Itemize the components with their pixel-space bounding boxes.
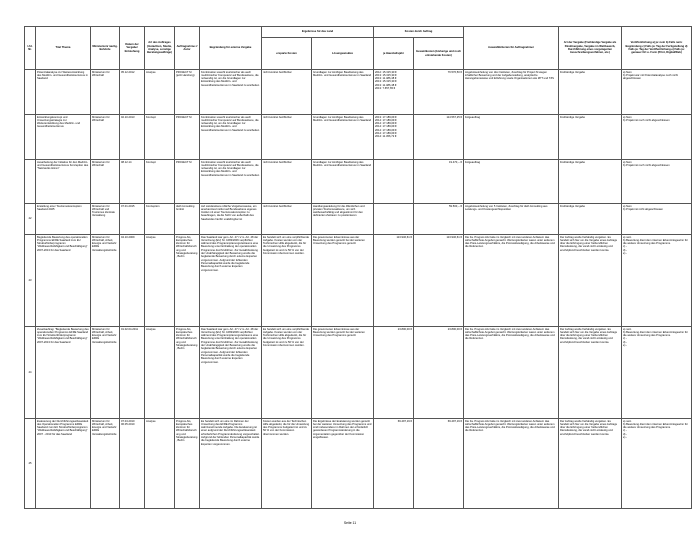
cell-titel: Evaluierung der Durchführungswirksamkeit des Operationellen Programms EFRE Saarland zum EU Strukturförderprogramm "Wettbewerbsfähigkeit und Beschäftigung" 2007 - 2013 für das Saarland bbox=[36, 419, 91, 509]
cell-ersparte-kosten: Es handelt sich um eine verpflichtende Aufgabe. Kosten wurden von der Technischen Hilfe abgedeckt, die für die Umsetzung des Programms budgetiert ist und zu 50 % von der Kommission übernommen wurden. bbox=[262, 235, 312, 327]
cell-haushaltsjahr bbox=[374, 160, 414, 204]
cell-veroeffentlichung: a) Nein b) Projekt war mit Potenzialanalyse noch nicht abgeschlossen bbox=[622, 70, 692, 115]
cell-titel: Ausarbeitung der Initiative für den Medizin- und Gesundheitstourismus Konzeption des "Netzwerks Hören" bbox=[36, 160, 91, 204]
cell-auswahlkriterien: Die Fa. Prognos AG hatte im Vergleich mit zwei anderen Anbietern das wirtschaftlichste Angebot gemacht. Wertungskriterien waren unter anderem das Preis-Leistungsverhältnis, die Prozessbeteiligung, die Arbeitsweise und die Referenzen bbox=[464, 419, 559, 509]
cell-ersparte-kosten: Kosten wurden aus der Technischen Hilfe abgedeckt, die für die Umsetzung des Programms budgetiert ist und zu 50 % von der Kommission übernommen wurden. bbox=[262, 419, 312, 509]
cell-begruendung: Kombination sowohl touristischer als auch medizinischer Kompetenz auf Bundesebene, die notwendig ist, um die Grundlagen zur Entwicklung des Medizin- und Gesundheitstourismus im Saarland zu erarbeiten bbox=[200, 115, 262, 160]
cell-ministerium: Ministerium für Wirtschaft, Arbeit, Energie und Verkehr EFRE Verwaltungsbehörde bbox=[91, 327, 120, 419]
cell-loesungsansaetze: Grundlagen zur künftigen Bearbeitung des Medizin- und Gesundheitstourismus im Saarland bbox=[312, 115, 374, 160]
cell-datum: 07.04.2010 06.05.2010 bbox=[120, 419, 145, 509]
cell-datum: 07.01.2015 bbox=[120, 204, 145, 235]
cell-auftragnehmer: Prognos AG, Europäisches Zentrum für Wirtschaftsforschung und Strategieberatung, Berlin bbox=[175, 235, 200, 327]
cell-gesamtkosten: 113.946,61 € bbox=[414, 235, 464, 327]
row-number bbox=[25, 160, 36, 204]
cell-art: Konzept bbox=[145, 160, 175, 204]
cell-ersparte-kosten: nicht konkret bezifferbar bbox=[262, 115, 312, 160]
table-row bbox=[25, 419, 692, 509]
cell-auftragnehmer: PROJECT M (jetzt Hamburg) bbox=[175, 70, 200, 115]
cell-haushaltsjahr: 113.946,61 € bbox=[374, 235, 414, 327]
cell-begruendung: Kombination sowohl touristischer als auch medizinischer Kompetenz auf Bundesebene, die notwendig ist, um die Grundlagen zur Entwicklung des Medizin- und Gesundheitstourismus im Saarland zu erarbeiten bbox=[200, 70, 262, 115]
cell-auftragnehmer: Prognos AG, Europäisches Zentrum für Wirtschaftsforschung und Strategieberatung, Berlin bbox=[175, 419, 200, 509]
cell-art: Konzeption bbox=[145, 204, 175, 235]
table-body bbox=[25, 70, 692, 509]
header-begruendung: Begründung für externe Vergabe bbox=[200, 27, 262, 70]
cell-begruendung: Kombination sowohl touristischer als auch medizinischer Kompetenz auf Bundesebene, die notwendig ist, um die Grundlagen zur Entwicklung des Medizin- und Gesundheitstourismus im Saarland zu erarbeiten bbox=[200, 160, 262, 204]
cell-haushaltsjahr: 23.800,00 € bbox=[374, 327, 414, 419]
cell-begruendung: Auf Länderebene übliche Vorgehensweise, ein anerkanntes Institut auf Bundesebene eigenes Institut mit einer Tourismuskonzeption zu beauftragen, da die Sicht von außerhalb des Saarlandes hierfür unabdingbar ist bbox=[200, 204, 262, 235]
cell-auftragnehmer: Prognos AG, Europäisches Zentrum für Wirtschaftsforschung und Strategieberatung, Berlin bbox=[175, 327, 200, 419]
table-row bbox=[25, 327, 692, 419]
cell-haushaltsjahr bbox=[374, 204, 414, 235]
cell-haushaltsjahr: 69.497,19 € bbox=[374, 419, 414, 509]
cell-art-vergabe: Freihändige Vergabe bbox=[559, 70, 622, 115]
cell-loesungsansaetze: Grundlagen zur künftigen Bearbeitung des Medizin- und Gesundheitstourismus im Saarland bbox=[312, 160, 374, 204]
cell-auftragnehmer: PROJECT M bbox=[175, 115, 200, 160]
cell-gesamtkosten: 59.500,-- € bbox=[414, 204, 464, 235]
cell-loesungsansaetze: Grundlagen zur künftigen Bearbeitung des Medizin- und Gesundheitstourismus im Saarland bbox=[312, 70, 374, 115]
cell-veroeffentlichung: a) Nein b) Projekt ist nicht abgeschlossen bbox=[622, 204, 692, 235]
row-number: 42 bbox=[25, 204, 36, 235]
cell-loesungsansaetze: Die Ergebnisse der Evaluierung wurden genutzt bei der weiteren Umsetzung des Programms und sind insbesondere im Rahmen der erforderlich gewordenen Programmänderung in die Argumentation gegenüber der Kommission eingeflossen. bbox=[312, 419, 374, 509]
cell-begruendung: Das Saarland war gem. Art. 47 i.V.m. Art. 48 der Verordnung (EU) Nr. 1083/2006 verpflichtet während des Programmplanungszeitraums eine Bewertung unter Einhaltung der operationellen Programme durchzuführen. Zur Gewährleistung der Unabhängigkeit der Bewertung wurde die begleitende Bewertung durch externe Experten vorgenommen. Aufgrund der fehlenden Personalkapazität wurde die begleitende Bewertung durch externe Experten vorgenommen. bbox=[200, 235, 262, 327]
cell-haushaltsjahr: 2012: 15.315,30 € 2013: 15.315,30 € 2013: 11.486,48 € 2013: 15.315,30 € 2013: 11.486,48 € 2013: 7.657,65 € bbox=[374, 70, 414, 115]
header-kosten: Kosten durch Auftrag bbox=[374, 27, 464, 38]
cell-auftragnehmer: PROJECT M bbox=[175, 160, 200, 204]
cell-datum: 01.02.04.2011 bbox=[120, 327, 145, 419]
cell-haushaltsjahr: 2013: 17.189,09 € 2014: 17.189,09 € 2014: 17.189,09 € 2014: 17.189,09 € 2014: 17.189,09 € 2014: 17.189,09 € 2014: 11.456,72 € bbox=[374, 115, 414, 160]
header-art-vergabe: Art der Vergabe (Freihändige Vergabe als Direktvergabe, Vergabe im Wettbewerb, Durchführung eines vorgelagerten Ausschreibungsverfahren, etc.) bbox=[559, 27, 622, 70]
row-number: 44 bbox=[25, 327, 36, 419]
cell-auswahlkriterien: Die Fa. Prognos AG hatte im Vergleich mit zwei anderen Anbietern das wirtschaftlichste Angebot gemacht. Wertungskriterien waren unter anderem das Preis-Leistungsverhältnis, die Prozessbeteiligung, die Arbeitsweise und die Referenzen bbox=[464, 235, 559, 327]
header-gesamtkosten: Gesamtkosten (bisherige und noch entstehende Kosten) bbox=[414, 38, 464, 70]
header-ministerium: Ministerium/ nachg. Behörde bbox=[91, 27, 120, 70]
cell-art: Analyse bbox=[145, 327, 175, 419]
table-row bbox=[25, 235, 692, 327]
header-auswahlkriterien: Auswahlkriterien für Auftragnehmer bbox=[464, 27, 559, 70]
row-number: 45 bbox=[25, 419, 36, 509]
cell-datum: 04.10.2009 bbox=[120, 235, 145, 327]
cell-loesungsansaetze: Die gewonnenen Erkenntnisse aus der Bewertung wurden genutzt bei der weiteren Umsetzung des Programms genutzt bbox=[312, 235, 374, 327]
cell-veroeffentlichung: a) nein b) Bewertung dient dem internen Erkenntnisgewinn für die weitere Umsetzung des Programms. c) - d) - e) - bbox=[622, 235, 692, 327]
cell-art: Analyse bbox=[145, 419, 175, 509]
cell-datum: 05.12.2012 bbox=[120, 70, 145, 115]
row-number bbox=[25, 70, 36, 115]
cell-art-vergabe: Freihändige Vergabe bbox=[559, 115, 622, 160]
cell-titel: Zusatzauftrag: "Begleitende Bewertung des operationellen Programms EFRE Saarland zum EU Strukturförderprogramm "Wettbewerbsfähigkeit und Beschäftigung" 2007-2013 für das Saarland bbox=[36, 327, 91, 419]
cell-art-vergabe: Der Auftrag wurde freihändig vergeben. Es handelt sich hier um die Vergabe eines Auftrags über die Erbringung einer freiberuflichen Dienstleistung, die vorab nicht eindeutig und erschöpfend beschrieben werden konnte. bbox=[559, 419, 622, 509]
cell-titel: Erstellung einer Tourismuskonzeption Saarland 2025 bbox=[36, 204, 91, 235]
cell-gesamtkosten: 19.470,-- € bbox=[414, 160, 464, 204]
cell-veroeffentlichung: a) nein b) Bewertung dient dem internen Erkenntnisgewinn für die weitere Umsetzung des Programms. c) - d) - e) - bbox=[622, 419, 692, 509]
cell-titel: Begleitende Bewertung des operationellen Programms EFRE Saarland zum EU Strukturförderprogramm "Wettbewerbsfähigkeit und Beschäftigung" 2007-2013 für das Saarland bbox=[36, 235, 91, 327]
cell-titel: Potenzialanalyse zur Weiterentwicklung des Medizin- und Gesundheitstourismus in Saarland bbox=[36, 70, 91, 115]
cell-titel: Entwicklungskonzept und Umsetzungsstrategie zur Weiterentwicklung des Medizin- und Gesundheitstourismus bbox=[36, 115, 91, 160]
cell-gesamtkosten: 23.800,00 € bbox=[414, 327, 464, 419]
cell-art-vergabe: Der Auftrag wurde freihändig vergeben. Es handelt sich hier um die Vergabe eines Auftrags über die Erbringung einer freiberuflichen Dienstleistung, die vorab nicht eindeutig und erschöpfend beschrieben werden konnte. bbox=[559, 327, 622, 419]
cell-ministerium: Ministerium für Wirtschaft bbox=[91, 115, 120, 160]
header-loesungsansaetze: Lösungsansätze bbox=[312, 38, 374, 70]
cell-veroeffentlichung: a) Nein b) Projekt ist noch nicht abgeschlossen bbox=[622, 115, 692, 160]
table-row bbox=[25, 115, 692, 160]
cell-auswahlkriterien: Folgeauftrag bbox=[464, 160, 559, 204]
cell-veroeffentlichung: a) Nein b) Projekt ist noch nicht abgeschlossen bbox=[622, 160, 692, 204]
cell-ersparte-kosten: Es handelt sich um eine verpflichtende Aufgabe. Kosten wurden von der Technischen Hilfe abgedeckt, die für die Umsetzung des Programms budgetiert ist und zu 50 % von der Kommission übernommen wurden. bbox=[262, 327, 312, 419]
header-haushaltsjahr: je Haushaltsjahr bbox=[374, 38, 414, 70]
cell-ministerium: Ministerium für Wirtschaft und Tourismus Zentrale Verwaltung bbox=[91, 204, 120, 235]
table-row bbox=[25, 204, 692, 235]
row-number: 43 bbox=[25, 235, 36, 327]
cell-gesamtkosten: 69.497,19 € bbox=[414, 419, 464, 509]
cell-datum: 02.10.2013 bbox=[120, 115, 145, 160]
cell-auswahlkriterien: Die Fa. Prognos AG hatte im Vergleich mit zwei anderen Anbietern das wirtschaftlichste Angebot gemacht. Wertungskriterien waren unter anderem das Preis-Leistungsverhältnis, die Prozessbeteiligung, die Arbeitsweise und die Referenzen bbox=[464, 327, 559, 419]
header-auftragnehmer: Auftragnehme r/ Autor bbox=[175, 27, 200, 70]
cell-auftragnehmer: dwif-Consulting GmbH bbox=[175, 204, 200, 235]
cell-begruendung: Das Saarland war gem. Art. 47 i.V.m. Art. 48 der Verordnung (EU) Nr. 1083/2006 verpflichtet während des Programmplanungszeitraums eine Bewertung unter Einhaltung der operationellen Programme durchzuführen. Zur Gewährleistung der Unabhängigkeit der Bewertung wurde die begleitende Bewertung durch externe Experten vorgenommen. Aufgrund der fehlenden Personalkapazität wurde die begleitende Bewertung durch externe Experten vorgenommen. bbox=[200, 327, 262, 419]
cell-ersparte-kosten: nicht konkret bezifferbar bbox=[262, 70, 312, 115]
row-number bbox=[25, 115, 36, 160]
cell-art: Konzept bbox=[145, 115, 175, 160]
cell-art-vergabe: Freihändige Vergabe bbox=[559, 160, 622, 204]
cell-ministerium: Ministerium für Wirtschaft, Arbeit, Energie und Verkehr EFRE Verwaltungsbehörde bbox=[91, 235, 120, 327]
cell-auswahlkriterien: Folgeauftrag bbox=[464, 115, 559, 160]
contracts-table bbox=[24, 26, 692, 509]
cell-art: Analyse bbox=[145, 70, 175, 115]
cell-art-vergabe: Der Auftrag wurde freihändig vergeben. Es handelt sich hier um die Vergabe eines Auftrags über die Erbringung einer freiberuflichen Dienstleistung, die vorab nicht eindeutig und erschöpfend beschrieben werden konnte. bbox=[559, 235, 622, 327]
cell-ersparte-kosten: nicht konkret bezifferbar bbox=[262, 204, 312, 235]
header-ersparte-kosten: ersparte Kosten bbox=[262, 38, 312, 70]
header-titel: Titel Thema bbox=[36, 27, 91, 70]
header-lfd-nr: Lfd. Nr. bbox=[25, 27, 36, 70]
cell-loesungsansaetze: Handlungsanleitung für die öffentlichen und privaten Tourismusakteure, um sich wettbewerbsfähig und abgestimmt für den definierten Zeitraum zu positionieren bbox=[312, 204, 374, 235]
cell-ersparte-kosten: nicht konkret bezifferbar bbox=[262, 160, 312, 204]
page-footer: Seite 11 bbox=[343, 521, 357, 525]
cell-art-vergabe: Freihändige Vergabe bbox=[559, 204, 622, 235]
cell-veroeffentlichung: a) nein b) Bewertung dient dem internen Erkenntnisgewinn für die weitere Umsetzung des Programms. c) - d) - e) - bbox=[622, 327, 692, 419]
header-art-auftrag: Art des Auftrages (Gutachten, Studie, Analyse, sonstige Beratungsaufträge) bbox=[145, 27, 175, 70]
cell-gesamtkosten: 76.576,50 € bbox=[414, 70, 464, 115]
cell-loesungsansaetze: Die gewonnenen Erkenntnisse aus der Bewertung wurden genutzt bei der weiteren Umsetzung des Programms genutzt bbox=[312, 327, 374, 419]
cell-auswahlkriterien: Angebotseinholung von drei Instituten, Zuschlag für Project M wegen inhaltlicher Bewertung und der Aufgabenstellung, analytische Herangehensweise und Erfahrung sowie Organisationen wie ZPT und TZS bbox=[464, 70, 559, 115]
header-veroeffentlichung: Veröffentlichung a) ja: nein b) Falls nein: Begründung c) Falls ja: Tag der Fertigstellung d) Falls ja: Tag der Veröffentlichung e) Falls ja: genauer Ort u. Form (Print, Digital/Web) bbox=[622, 27, 692, 70]
cell-begruendung: Es handelt sich um eine im Rahmen der Umsetzung des EFRE-Programms wahrzunehmende Aufgabe. Die Evaluierung ist einer aufgrund der Durchführungswirksamkeit erforderlichen Programmänderung vorgeschaltet. Aufgrund der fehlenden Personalkapazität wurde die begleitende Bewertung durch externe Experten vorgenommen. bbox=[200, 419, 262, 509]
cell-gesamtkosten: 114.567,25 € bbox=[414, 115, 464, 160]
header-datum: Datum der Vergabe/ Entstehung bbox=[120, 27, 145, 70]
table-row bbox=[25, 70, 692, 115]
cell-ministerium: Ministerium für Wirtschaft, Arbeit, Energie und Verkehr EFRE Verwaltungsbehörde bbox=[91, 419, 120, 509]
cell-ministerium: Ministerium für Wirtschaft bbox=[91, 70, 120, 115]
cell-auswahlkriterien: Angebotseinholung von 5 Instituten, Zuschlag für dwif-Consulting aus Leistungs- und Kostengesichtspunkten bbox=[464, 204, 559, 235]
table-row bbox=[25, 160, 692, 204]
cell-art: Analyse bbox=[145, 235, 175, 327]
cell-ministerium: Ministerium für Wirtschaft bbox=[91, 160, 120, 204]
header-ergebnisse: Ergebnisse für das Land bbox=[262, 27, 374, 38]
cell-datum: 08.12.14 bbox=[120, 160, 145, 204]
